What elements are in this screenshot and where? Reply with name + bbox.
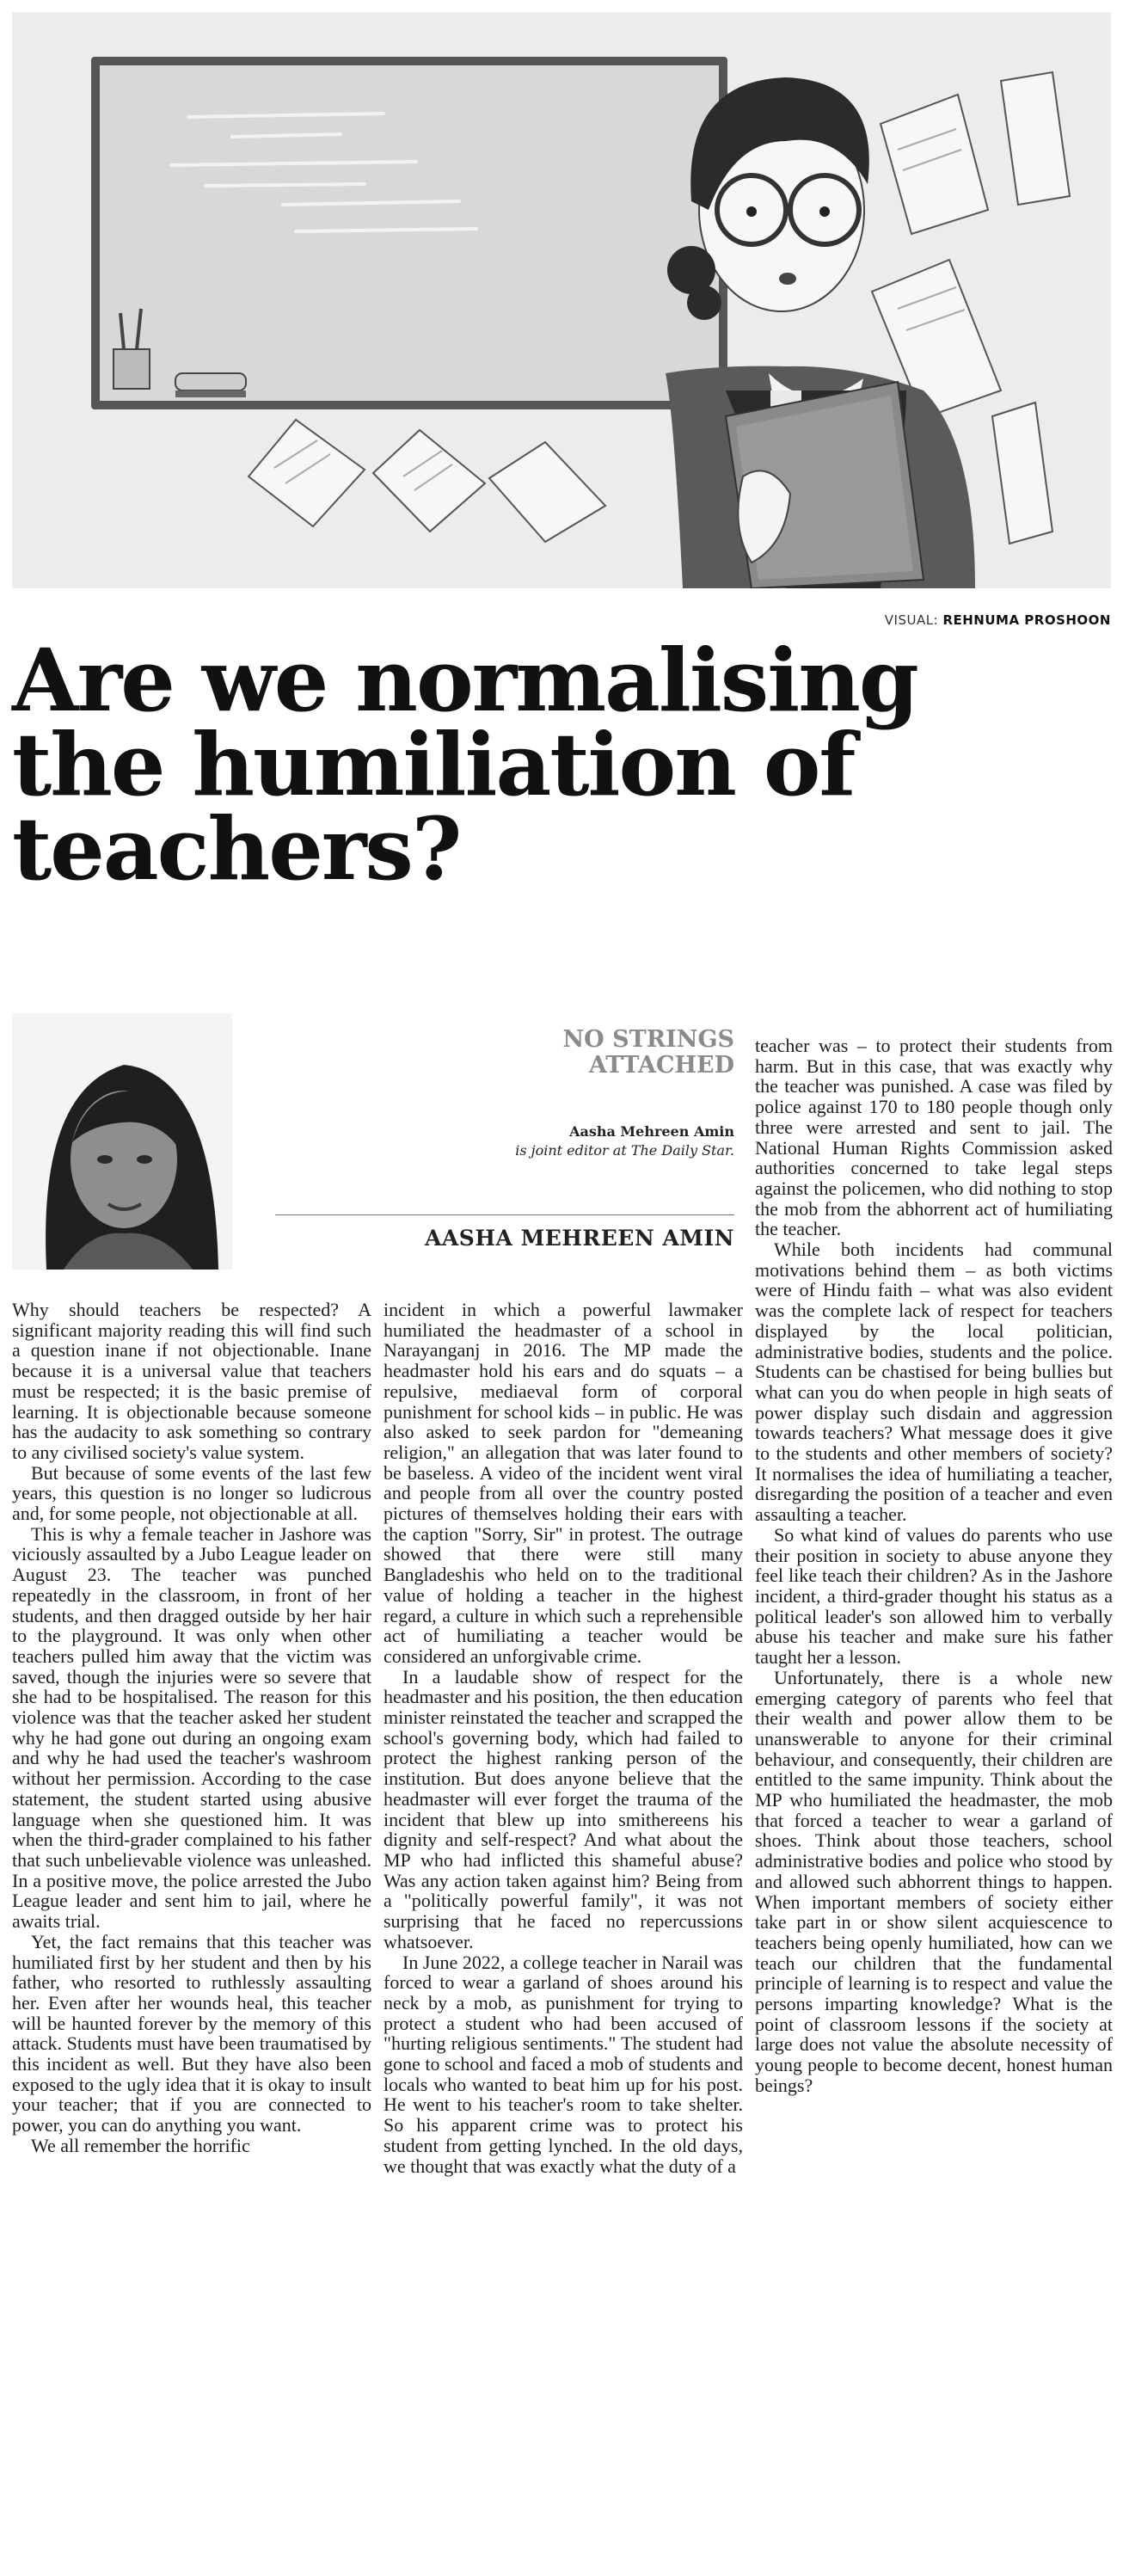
article-column-3 bbox=[755, 1036, 1113, 2573]
headline-line-1: Are we normalising bbox=[12, 630, 917, 731]
author-byline: AASHA MEHREEN AMIN bbox=[425, 1226, 734, 1251]
paragraph: This is why a female teacher in Jashore was viciously assaulted by a Jubo League leader on August 23. The teacher was punched repeatedly in the classroom, in front of her students, and then dragged outside by her hair to the playground. It was only when other teachers pulled him away that the victim was saved, though the injuries were so severe that she had to be hospitalised. The reason for this violence was that the teacher asked her student why he had gone out during an ongoing exam and why he had used the teacher's washroom without her permission. According to the case statement, the student started using abusive language when she questioned him. It was when the third-grader complained to his father that such unbelievable violence was unleashed. In a positive move, the police arrested the Jubo League leader and sent him to jail, where he awaits trial. bbox=[12, 1522, 371, 1933]
byline-divider bbox=[275, 1214, 734, 1215]
paragraph: In a laudable show of respect for the headmaster and his position, the then education minister reinstated the teacher and scrapped the school's governing body, which had failed to protect the highest ranking person of the institution. But does anyone believe that the headmaster will ever forget the trauma of the incident that blew up into smithereens his dignity and self-respect? And what about the MP who had inflicted this shameful abuse? Was any action taken against him? Being from a "politically powerful family", it was not surprising that he faced no repercussions whatsoever. bbox=[384, 1665, 743, 1952]
credit-name: REHNUMA PROSHOON bbox=[942, 612, 1111, 628]
author-photo-illustration bbox=[12, 1013, 232, 1270]
paragraph: While both incidents had communal motivations behind them – as both victims were of Hindu faith – what was also evident was the complete lack of respect for teachers displayed by the local politician, administrative bodies, students and the police. Students can be chastised for being bullies but what can you do when people in high seats of power display such disdain and aggression towards teachers? What message does it give to the students and other members of society? It normalises the idea of humiliating a teacher, disregarding the position of a teacher and even assaulting a teacher. bbox=[755, 1239, 1113, 1526]
author-bio-description: is joint editor at The Daily Star. bbox=[515, 1142, 734, 1159]
paragraph: incident in which a powerful lawmaker humiliated the headmaster of a school in Narayanganj in 2016. The MP made the headmaster hold his ears and do squats – a repulsive, mediaeval form of corporal punishment for school kids – in public. He was also asked to seek pardon for "demeaning religion," an allegation that was later found to be baseless. A video of the incident went viral and people from all over the country posted pictures of themselves holding their ears with the caption "Sorry, Sir" in protest. The outrage showed that there were still many Bangladeshis who held on to the traditional value of holding a teacher in the highest regard, a culture in which such a reprehensible act of humiliating a teacher would be considered an unforgivable crime. bbox=[384, 1300, 743, 1667]
paragraph: We all remember the horrific bbox=[31, 2134, 250, 2156]
paragraph: In June 2022, a college teacher in Narail was forced to wear a garland of shoes around his neck by a mob, as punishment for trying to protect a student who had been accused of "hurting religious sentiments." The student had gone to school and faced a mob of students and locals who wanted to beat him up for his post. He went to his teacher's room to take shelter. So his apparent crime was to protect his student from getting lynched. In the old days, we thought that was exactly what the duty of a bbox=[384, 1951, 743, 2177]
article-illustration bbox=[12, 12, 1111, 588]
illustration-credit bbox=[885, 612, 1111, 628]
paragraph: But because of some events of the last few years, this question is no longer so ludicrous and, for some people, not objectionable at all. bbox=[12, 1461, 371, 1525]
paragraph: Yet, the fact remains that this teacher was humiliated first by her student and then by his father, who resorted to ruthlessly assaulting her. Even after her wounds heal, this teacher will be haunted forever by the memory of this attack. Students must have been traumatised by this incident as well. But they have also been exposed to the ugly idea that it is okay to insult your teacher; that if you are connected to power, you can do anything you want. bbox=[12, 1930, 371, 2136]
article-column-1 bbox=[12, 1300, 371, 2573]
article-column-2 bbox=[384, 1300, 743, 2573]
column-name-line-1: NO STRINGS bbox=[562, 1026, 734, 1053]
headline-line-3: teachers? bbox=[12, 798, 461, 900]
paragraph: So what kind of values do parents who use their position in society to abuse anyone they feel like teach their children? As in the Jashore incident, a third-grader thought his status as a political leader's son allowed him to verbally abuse his teacher and make sure his father taught her a lesson. bbox=[755, 1523, 1113, 1669]
column-name-line-2: ATTACHED bbox=[588, 1052, 734, 1079]
author-portrait bbox=[12, 1013, 232, 1270]
paragraph: Unfortunately, there is a whole new emerging category of parents who feel that their wealth and power allow them to be unanswerable to anyone for their criminal behaviour, and consequently, their children are entitled to the same impunity. Think about the MP who humiliated the headmaster, the mob that forced a teacher to wear a garland of shoes. Think about those teachers, school administrative bodies and police who stood by and allowed such abhorrent things to happen. When important members of society either take part in or show silent acquiescence to teachers being openly humiliated, how can we teach our children that the fundamental principle of learning is to respect and value the persons imparting knowledge? What is the point of classroom lessons if the society at large does not value the absolute necessity of young people to become decent, honest human beings? bbox=[755, 1666, 1113, 2096]
headline-line-2: the humiliation of bbox=[12, 714, 855, 815]
article-headline bbox=[12, 630, 1113, 900]
paragraph: teacher was – to protect their students from harm. But in this case, that was exactly why the teacher was punished. A case was filed by police against 170 to 180 people though only three were arrested and sent to jail. The National Human Rights Commission asked authorities concerned to take legal steps against the policemen, who did nothing to stop the mob from the abhorrent act of humiliating the teacher. bbox=[755, 1036, 1113, 1240]
column-name bbox=[516, 1027, 734, 1079]
paragraph: Why should teachers be respected? A significant majority reading this will find such a question inane if not objectionable. Inane because it is a universal value that teachers must be respected; it is the basic premise of learning. It is objectionable because someone has the audacity to ask something so contrary to any civilised society's value system. bbox=[12, 1300, 371, 1463]
teacher-classroom-illustration bbox=[12, 12, 1111, 588]
credit-label: VISUAL: bbox=[884, 612, 939, 628]
author-bio-name: Aasha Mehreen Amin bbox=[569, 1123, 734, 1140]
